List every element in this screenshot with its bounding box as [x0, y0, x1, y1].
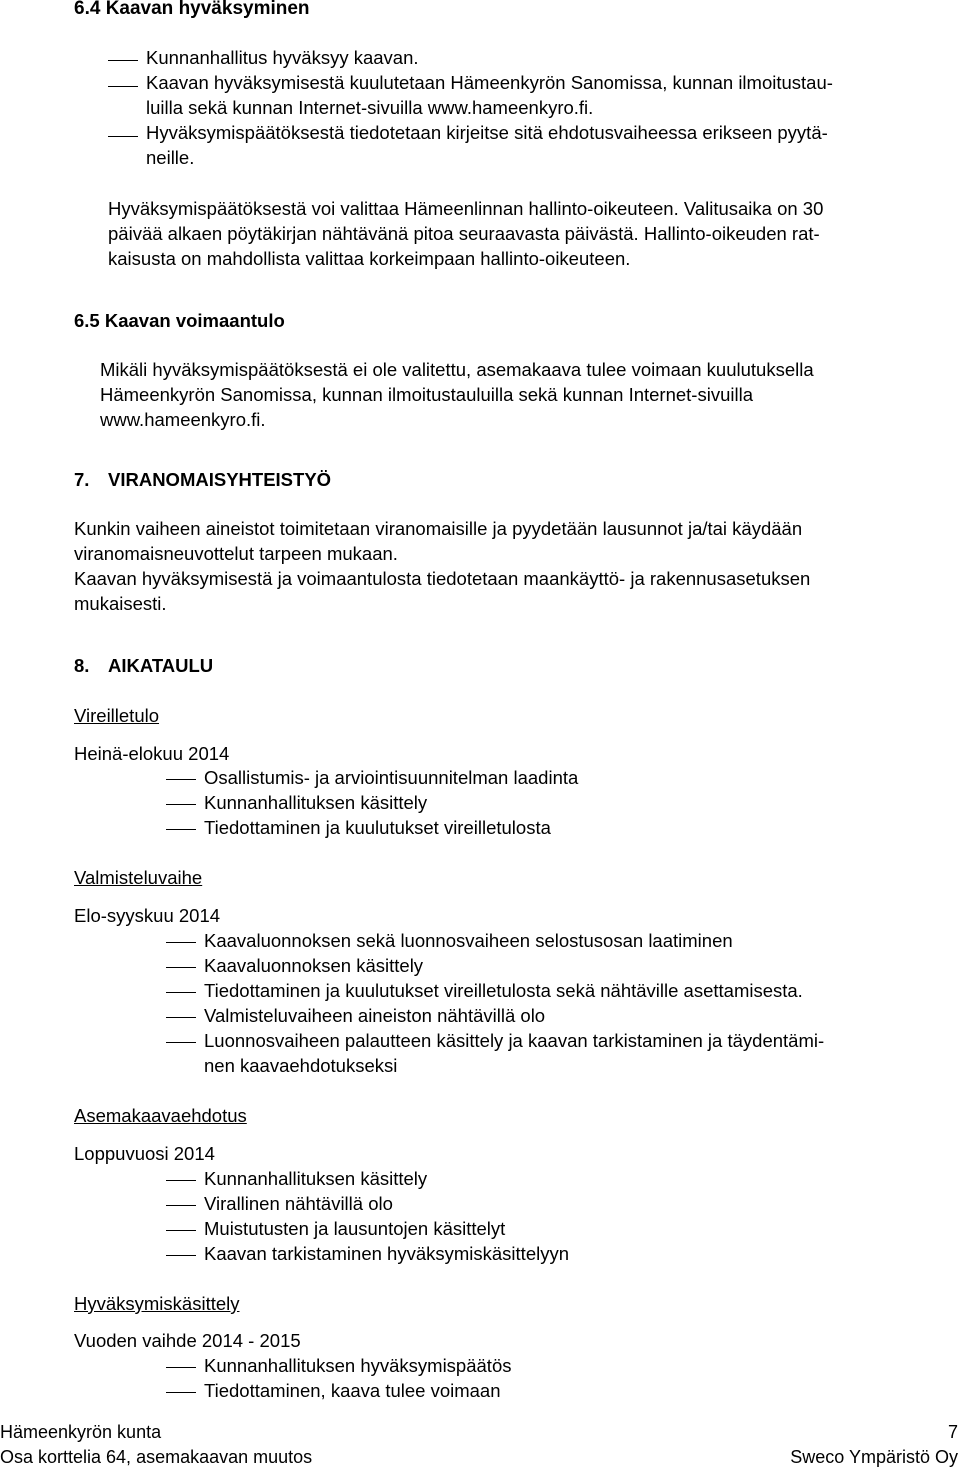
schedule-item: Kunnanhallituksen hyväksymispäätös — [204, 1355, 512, 1376]
paragraph-line: Kunkin vaiheen aineistot toimitetaan viranomaisille ja pyydetään lausunnot ja/tai käydään — [74, 518, 803, 539]
phase-period: Heinä-elokuu 2014 — [74, 743, 230, 764]
paragraph-line: Kaavan hyväksymisestä ja voimaantulosta tiedotetaan maankäyttö- ja rakennusasetuksen — [74, 568, 811, 589]
footer-company: Sweco Ympäristö Oy — [790, 1447, 958, 1467]
schedule-item: Muistutusten ja lausuntojen käsittelyt — [204, 1218, 506, 1239]
section-heading-8: AIKATAULU — [108, 655, 214, 676]
schedule-item: Kaavaluonnoksen käsittely — [204, 955, 424, 976]
dash-bullet — [166, 829, 196, 830]
dash-bullet — [166, 1392, 196, 1393]
section-heading-6-5: 6.5 Kaavan voimaantulo — [74, 310, 285, 331]
bullet-line: Hyväksymispäätöksestä tiedotetaan kirjeitse sitä ehdotusvaiheessa erikseen pyytä- — [146, 122, 828, 143]
schedule-item: Tiedottaminen ja kuulutukset vireilletulosta sekä nähtäville asettamisesta. — [204, 980, 803, 1001]
bullet-line: luilla sekä kunnan Internet-sivuilla www.hameenkyro.fi. — [146, 97, 594, 118]
section-number-7: 7. — [74, 469, 90, 490]
schedule-item: Luonnosvaiheen palautteen käsittely ja kaavan tarkistaminen ja täydentämi- — [204, 1030, 825, 1051]
phase-title: Asemakaavaehdotus — [74, 1105, 247, 1126]
dash-bullet — [108, 136, 138, 137]
dash-bullet — [166, 1017, 196, 1018]
phase-title: Hyväksymiskäsittely — [74, 1293, 240, 1314]
paragraph-line: www.hameenkyro.fi. — [100, 409, 266, 430]
dash-bullet — [166, 1205, 196, 1206]
phase-period: Vuoden vaihde 2014 - 2015 — [74, 1330, 301, 1351]
dash-bullet — [166, 1230, 196, 1231]
bullet-line: Kaavan hyväksymisestä kuulutetaan Hämeenkyrön Sanomissa, kunnan ilmoitustau- — [146, 72, 833, 93]
dash-bullet — [166, 1180, 196, 1181]
paragraph-line: Mikäli hyväksymispäätöksestä ei ole valitettu, asemakaava tulee voimaan kuulutuksella — [100, 359, 814, 380]
footer-page-number: 7 — [947, 1422, 958, 1442]
footer-document-title: Osa korttelia 64, asemakaavan muutos — [0, 1447, 313, 1467]
dash-bullet — [166, 1367, 196, 1368]
schedule-item: Tiedottaminen, kaava tulee voimaan — [204, 1380, 501, 1401]
paragraph-line: mukaisesti. — [74, 593, 167, 614]
dash-bullet — [166, 992, 196, 993]
phase-title: Vireilletulo — [74, 705, 160, 726]
schedule-item: Kunnanhallituksen käsittely — [204, 1168, 428, 1189]
bullet-line: Kunnanhallitus hyväksyy kaavan. — [146, 47, 419, 68]
schedule-item: Kaavan tarkistaminen hyväksymiskäsittelyyn — [204, 1243, 570, 1264]
bullet-line: neille. — [146, 147, 195, 168]
schedule-item: Valmisteluvaiheen aineiston nähtävillä olo — [204, 1005, 546, 1026]
schedule-item: Osallistumis- ja arviointisuunnitelman laadinta — [204, 767, 579, 788]
paragraph-line: päivää alkaen pöytäkirjan nähtävänä pitoa seuraavasta päivästä. Hallinto-oikeuden rat- — [108, 223, 820, 244]
paragraph-line: viranomaisneuvottelut tarpeen mukaan. — [74, 543, 398, 564]
schedule-item: Kunnanhallituksen käsittely — [204, 792, 428, 813]
paragraph-line: Hämeenkyrön Sanomissa, kunnan ilmoitustauluilla sekä kunnan Internet-sivuilla — [100, 384, 753, 405]
dash-bullet — [166, 967, 196, 968]
dash-bullet — [166, 942, 196, 943]
section-heading-6-4: 6.4 Kaavan hyväksyminen — [74, 0, 310, 19]
schedule-item: nen kaavaehdotukseksi — [204, 1055, 398, 1076]
dash-bullet — [108, 60, 138, 61]
dash-bullet — [108, 86, 138, 87]
phase-period: Loppuvuosi 2014 — [74, 1143, 215, 1164]
schedule-item: Virallinen nähtävillä olo — [204, 1193, 393, 1214]
schedule-item: Tiedottaminen ja kuulutukset vireilletulosta — [204, 817, 551, 838]
paragraph-line: Hyväksymispäätöksestä voi valittaa Hämeenlinnan hallinto-oikeuteen. Valitusaika on 30 — [108, 198, 824, 219]
phase-title: Valmisteluvaihe — [74, 867, 203, 888]
dash-bullet — [166, 779, 196, 780]
section-heading-7: VIRANOMAISYHTEISTYÖ — [108, 469, 332, 490]
dash-bullet — [166, 1255, 196, 1256]
phase-period: Elo-syyskuu 2014 — [74, 905, 221, 926]
footer-organization: Hämeenkyrön kunta — [0, 1422, 162, 1442]
section-number-8: 8. — [74, 655, 90, 676]
schedule-item: Kaavaluonnoksen sekä luonnosvaiheen selostusosan laatiminen — [204, 930, 733, 951]
dash-bullet — [166, 804, 196, 805]
paragraph-line: kaisusta on mahdollista valittaa korkeimpaan hallinto-oikeuteen. — [108, 248, 631, 269]
dash-bullet — [166, 1042, 196, 1043]
